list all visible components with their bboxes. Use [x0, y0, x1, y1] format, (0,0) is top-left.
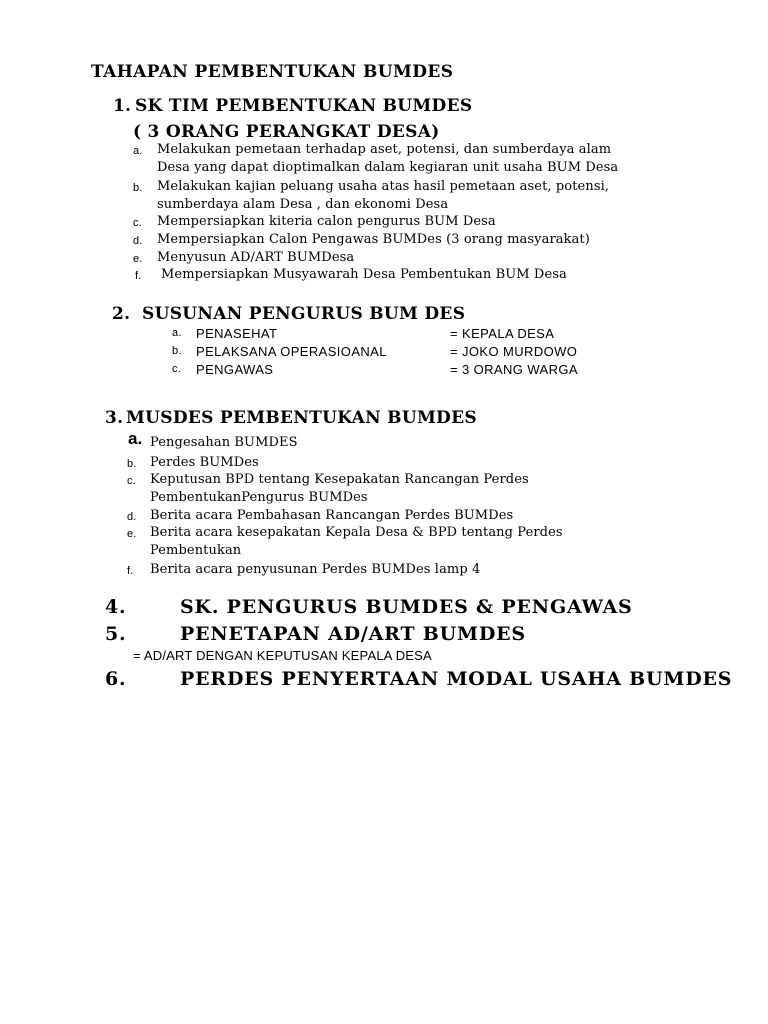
list-item-text: Perdes BUMDes [150, 455, 259, 470]
row-label: PELAKSANA OPERASIOANAL [196, 344, 387, 359]
list-item-text-cont: Pembentukan [150, 543, 242, 558]
row-marker: a. [172, 327, 182, 339]
list-marker: c. [133, 217, 142, 229]
list-item-text: Berita acara penyusunan Perdes BUMDes lamp 4 [150, 562, 481, 577]
section-1-heading: SK TIM PEMBENTUKAN BUMDES [135, 96, 473, 116]
section-2-heading: SUSUNAN PENGURUS BUM DES [142, 304, 466, 324]
section-1-subheading: ( 3 ORANG PERANGKAT DESA) [133, 122, 440, 142]
list-marker: a. [128, 429, 143, 448]
section-2-number: 2. [112, 304, 131, 324]
list-item-text: Mempersiapkan Musyawarah Desa Pembentukan BUM Desa [161, 267, 567, 282]
section-5-heading: PENETAPAN AD/ART BUMDES [180, 623, 526, 645]
list-marker: a. [133, 145, 143, 157]
list-marker: c. [127, 475, 136, 487]
row-label: PENGAWAS [196, 362, 274, 377]
list-marker: e. [133, 253, 143, 265]
section-3-number: 3. [105, 408, 124, 428]
row-marker: b. [172, 345, 182, 357]
section-6-number: 6. [105, 668, 127, 690]
list-item-text-cont: sumberdaya alam Desa , dan ekonomi Desa [157, 197, 449, 212]
row-marker: c. [172, 363, 182, 375]
section-5-number: 5. [105, 623, 127, 645]
section-6-heading: PERDES PENYERTAAN MODAL USAHA BUMDES [180, 668, 733, 690]
list-marker: f. [135, 270, 142, 282]
section-4-number: 4. [105, 596, 127, 618]
row-value: = JOKO MURDOWO [450, 344, 578, 359]
row-value: = KEPALA DESA [450, 326, 555, 341]
list-item-text: Melakukan pemetaan terhadap aset, potensi, dan sumberdaya alam [157, 142, 612, 157]
list-item-text: Berita acara Pembahasan Rancangan Perdes BUMDes [150, 508, 514, 523]
list-item-text-cont: Desa yang dapat dioptimalkan dalam kegiaran unit usaha BUM Desa [157, 160, 619, 175]
list-marker: b. [133, 182, 143, 194]
section-4-heading: SK. PENGURUS BUMDES & PENGAWAS [180, 596, 633, 618]
list-item-text: Mempersiapkan Calon Pengawas BUMDes (3 orang masyarakat) [157, 232, 590, 247]
section-5-note: = AD/ART DENGAN KEPUTUSAN KEPALA DESA [133, 648, 432, 663]
row-label: PENASEHAT [196, 326, 278, 341]
list-marker: d. [127, 511, 137, 523]
list-item-text-cont: PembentukanPengurus BUMDes [150, 490, 368, 505]
list-marker: d. [133, 235, 143, 247]
section-3-heading: MUSDES PEMBENTUKAN BUMDES [126, 408, 477, 428]
row-value: = 3 ORANG WARGA [450, 362, 578, 377]
list-item-text: Berita acara kesepakatan Kepala Desa & BPD tentang Perdes [150, 525, 563, 540]
section-1-number: 1. [113, 96, 132, 116]
list-item-text: Keputusan BPD tentang Kesepakatan Rancangan Perdes [150, 472, 529, 487]
list-item-text: Mempersiapkan kiteria calon pengurus BUM Desa [157, 214, 496, 229]
list-item-text: Melakukan kajian peluang usaha atas hasil pemetaan aset, potensi, [157, 179, 610, 194]
list-marker: b. [127, 458, 137, 470]
list-marker: e. [127, 528, 137, 540]
page-title: TAHAPAN PEMBENTUKAN BUMDES [91, 62, 454, 82]
list-item-text: Menyusun AD/ART BUMDesa [157, 250, 355, 265]
list-item-text: Pengesahan BUMDES [150, 435, 298, 450]
list-marker: f. [127, 565, 134, 577]
